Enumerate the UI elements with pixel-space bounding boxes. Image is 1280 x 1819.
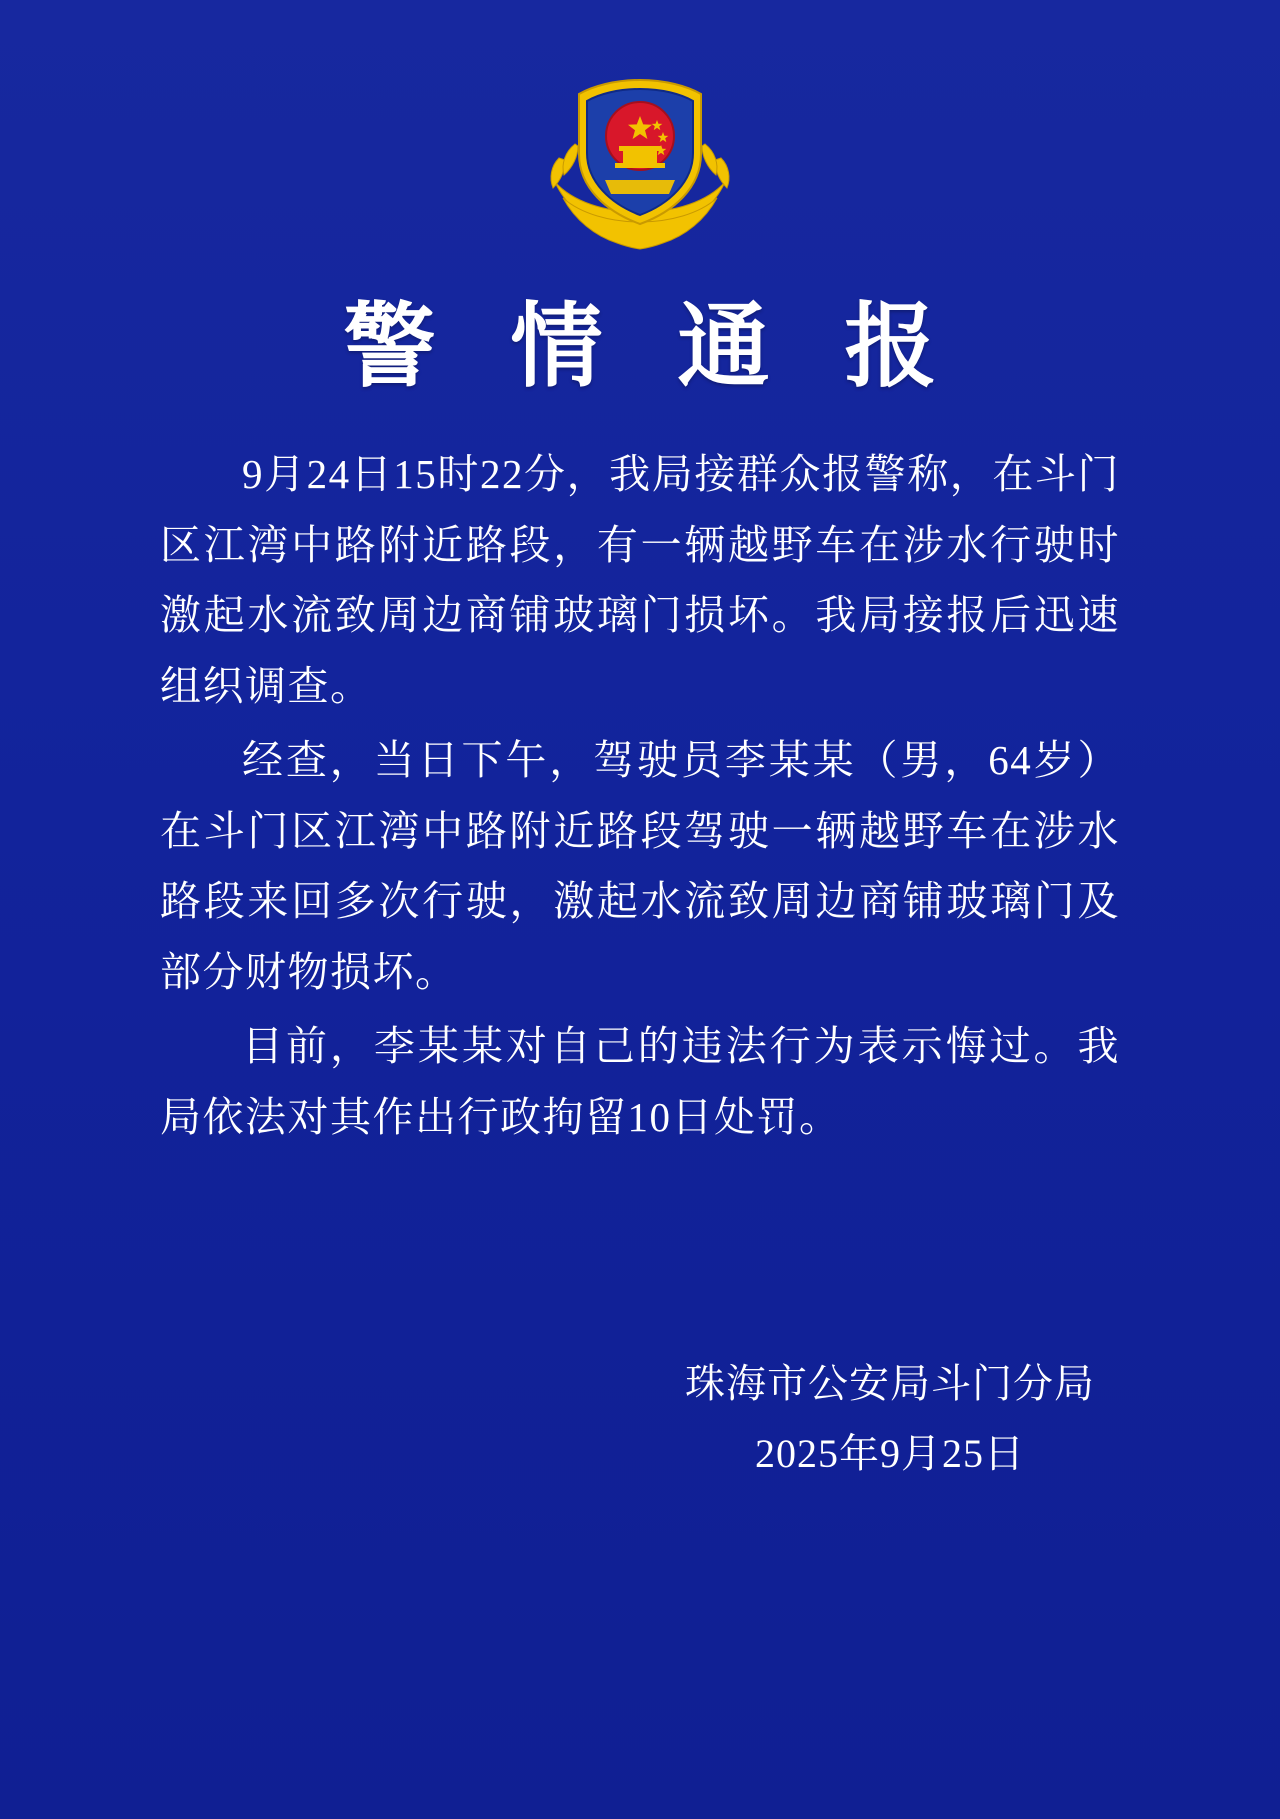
- emblem-container: [160, 0, 1120, 262]
- paragraph-2: 经查，当日下午，驾驶员李某某（男，64岁）在斗门区江湾中路附近路段驾驶一辆越野车在涉水路段来回多次行驶，激起水流致周边商铺玻璃门及部分财物损坏。: [160, 737, 1120, 995]
- signature-block: [685, 1349, 1095, 1489]
- police-badge-emblem: [545, 62, 735, 262]
- paragraph-1: 9月24日15时22分，我局接群众报警称，在斗门区江湾中路附近路段，有一辆越野车在涉水行驶时激起水流致周边商铺玻璃门损坏。我局接报后迅速组织调查。: [160, 451, 1120, 709]
- issuing-organization: 珠海市公安局斗门分局: [685, 1361, 1095, 1406]
- paragraph-3: 目前，李某某对自己的违法行为表示悔过。我局依法对其作出行政拘留10日处罚。: [160, 1023, 1120, 1140]
- issue-date: 2025年9月25日: [755, 1431, 1025, 1476]
- notice-body: [160, 439, 1120, 1152]
- page-title: 警 情 通 报: [343, 296, 963, 398]
